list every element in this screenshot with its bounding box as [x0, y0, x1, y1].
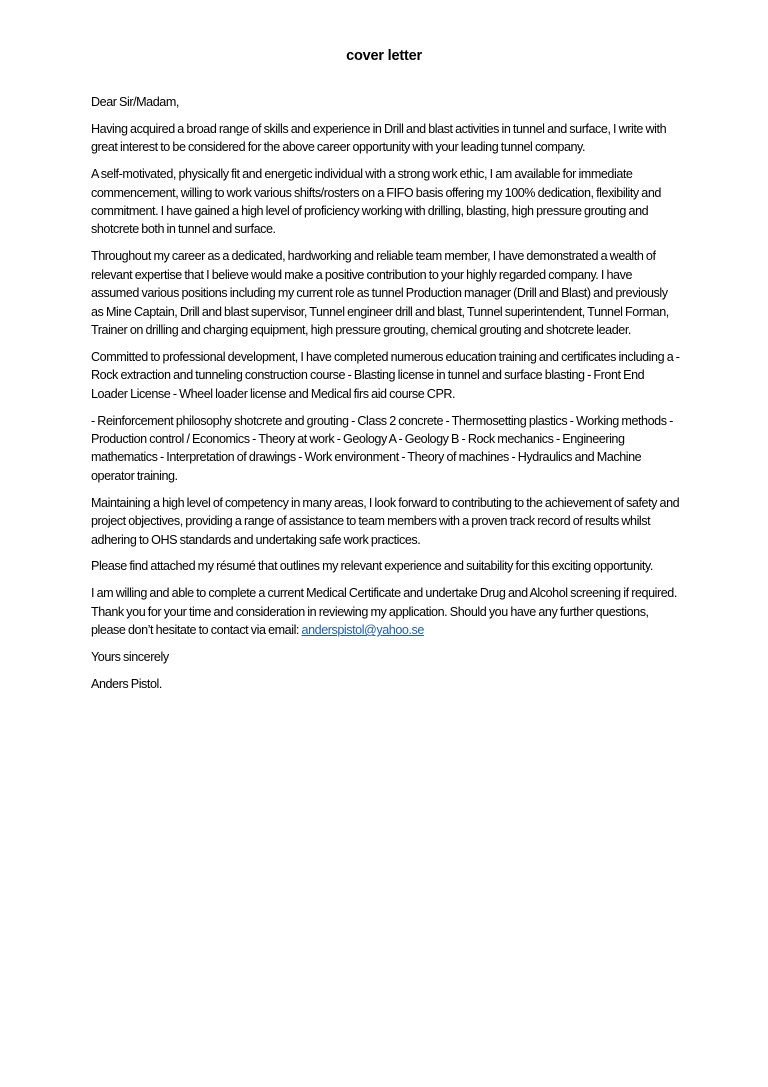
paragraph-certificates: Committed to professional development, I have completed numerous education training and certificates including a -Rock extraction and tunneling construction course - Blasting license in tunnel and surface blasting - Front End Loader License - Wheel loader license and Medical firs aid course CPR.: [91, 349, 680, 401]
paragraph-motivation: A self-motivated, physically fit and energetic individual with a strong work ethic, I am available for immediate commencement, willing to work various shifts/rosters on a FIFO basis offering my 100% dedication, flexibility and commitment. I have gained a high level of proficiency working with drilling, blasting, high pressure grouting and shotcrete both in tunnel and surface.: [91, 167, 661, 237]
document-title: cover letter: [346, 48, 422, 64]
paragraph-closing: [91, 584, 681, 639]
paragraph-intro: Having acquired a broad range of skills and experience in Drill and blast activities in tunnel and surface, I write with great interest to be considered for the above career opportunity with your leading tunnel company.: [91, 121, 667, 155]
closing-text: I am willing and able to complete a current Medical Certificate and undertake Drug and Alcohol screening if required. Thank you for your time and consideration in reviewing my application. Should you have any further questions, please don’t hesitate to contact via email:: [91, 586, 677, 638]
salutation: Dear Sir/Madam,: [91, 95, 179, 109]
email-link[interactable]: anderspistol@yahoo.se: [301, 623, 424, 638]
signature: Anders Pistol.: [91, 676, 162, 691]
paragraph-resume: Please find attached my résumé that outlines my relevant experience and suitability for this exciting opportunity.: [91, 559, 653, 574]
letter-body: [91, 93, 681, 702]
paragraph-courses: - Reinforcement philosophy shotcrete and grouting - Class 2 concrete - Thermosetting plastics - Working methods - Production control / Economics - Theory at work - Geology A - Geology B - Rock mechanics - Engineering mathematics - Interpretation of drawings - Work environment - Theory of machines - Hydraulics and Machine operator training.: [91, 413, 673, 483]
paragraph-competency: Maintaining a high level of competency in many areas, I look forward to contributing to the achievement of safety and project objectives, providing a range of assistance to team members with a proven track record of results whilst adhering to OHS standards and undertaking safe work practices.: [91, 495, 680, 547]
paragraph-career: Throughout my career as a dedicated, hardworking and reliable team member, I have demonstrated a wealth of relevant expertise that I believe would make a positive contribution to your highly regarded company. I have assumed various positions including my current role as tunnel Production manager (Drill and Blast) and previously as Mine Captain, Drill and blast supervisor, Tunnel engineer drill and blast, Tunnel superintendent, Tunnel Forman, Trainer on drilling and charging equipment, high pressure grouting, chemical grouting and shotcrete leader.: [91, 249, 669, 337]
sign-off: Yours sincerely: [91, 650, 169, 665]
